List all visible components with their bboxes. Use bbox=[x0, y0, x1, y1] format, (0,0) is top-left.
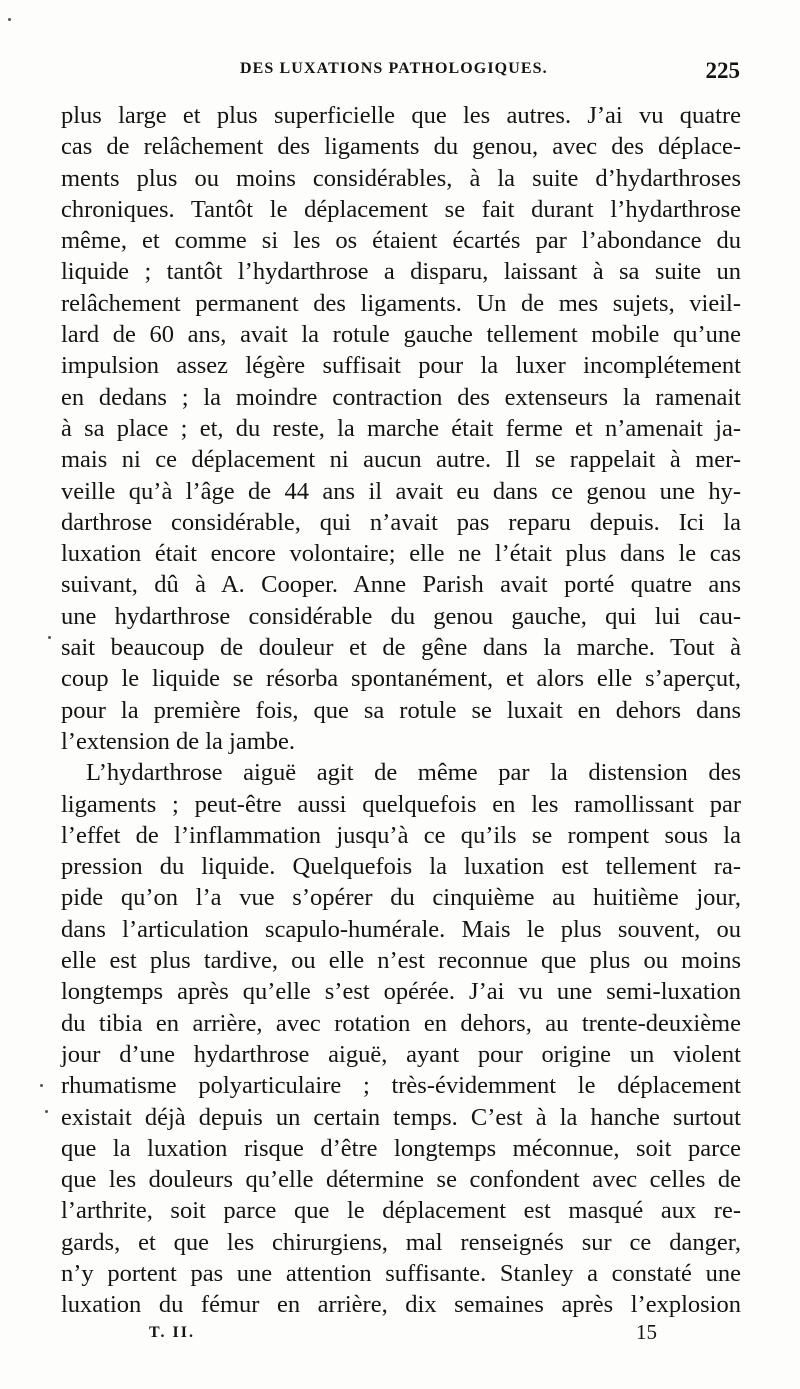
text-line: existait déjà depuis un certain temps. C’est à la hanche surtout bbox=[61, 1103, 741, 1131]
text-line: dans l’articulation scapulo-humérale. Mais le plus souvent, ou bbox=[61, 915, 741, 943]
page-number: 225 bbox=[705, 58, 740, 83]
text-line: que la luxation risque d’être longtemps méconnue, soit parce bbox=[61, 1134, 741, 1162]
paper-speck bbox=[48, 636, 51, 639]
text-line: rhumatisme polyarticulaire ; très-évidemment le déplacement bbox=[61, 1072, 741, 1100]
text-line: ments plus ou moins considérables, à la suite d’hydarthroses bbox=[61, 164, 741, 192]
paragraph-last-line: l’extension de la jambe. bbox=[61, 727, 296, 755]
text-line: luxation du fémur en arrière, dix semaines après l’explosion bbox=[61, 1291, 741, 1319]
running-title: DES LUXATIONS PATHOLOGIQUES. bbox=[240, 60, 548, 77]
paper-speck bbox=[8, 18, 11, 21]
sheet-signature: 15 bbox=[636, 1320, 657, 1344]
text-line: ligaments ; peut-être aussi quelquefois en les ramollissant par bbox=[61, 790, 741, 818]
text-line: suivant, dû à A. Cooper. Anne Parish avait porté quatre ans bbox=[61, 571, 741, 599]
text-line: pide qu’on l’a vue s’opérer du cinquième au huitième jour, bbox=[61, 884, 741, 912]
text-line: à sa place ; et, du reste, la marche était ferme et n’amenait ja- bbox=[61, 414, 741, 442]
text-line: que les douleurs qu’elle détermine se confondent avec celles de bbox=[61, 1166, 741, 1194]
text-line: n’y portent pas une attention suffisante. Stanley a constaté une bbox=[61, 1259, 741, 1287]
text-line: gards, et que les chirurgiens, mal renseignés sur ce danger, bbox=[61, 1228, 741, 1256]
text-line: luxation était encore volontaire; elle ne l’était plus dans le cas bbox=[61, 540, 741, 568]
text-line: coup le liquide se résorba spontanément, et alors elle s’aperçut, bbox=[61, 665, 741, 693]
text-line: l’arthrite, soit parce que le déplacement est masqué aux re- bbox=[61, 1197, 741, 1225]
text-line: lard de 60 ans, avait la rotule gauche tellement mobile qu’une bbox=[61, 321, 741, 349]
paragraph-first-line: L’hydarthrose aiguë agit de même par la distension des bbox=[86, 759, 741, 787]
text-line: l’effet de l’inflammation jusqu’à ce qu’ils se rompent sous la bbox=[61, 821, 741, 849]
text-line: jour d’une hydarthrose aiguë, ayant pour origine un violent bbox=[61, 1040, 741, 1068]
text-line: cas de relâchement des ligaments du genou, avec des déplace- bbox=[61, 133, 741, 161]
text-line: chroniques. Tantôt le déplacement se fait durant l’hydarthrose bbox=[61, 195, 741, 223]
text-line: du tibia en arrière, avec rotation en dehors, au trente-deuxième bbox=[61, 1009, 741, 1037]
text-line: en dedans ; la moindre contraction des extenseurs la ramenait bbox=[61, 383, 741, 411]
text-line: impulsion assez légère suffisait pour la luxer incomplétement bbox=[61, 352, 741, 380]
volume-signature: T. II. bbox=[149, 1324, 195, 1341]
paper-speck bbox=[45, 1110, 48, 1113]
text-line: elle est plus tardive, ou elle n’est reconnue que plus ou moins bbox=[61, 947, 741, 975]
text-line: longtemps après qu’elle s’est opérée. J’ai vu une semi-luxation bbox=[61, 978, 741, 1006]
text-line: sait beaucoup de douleur et de gêne dans la marche. Tout à bbox=[61, 634, 741, 662]
body-text bbox=[61, 100, 741, 1321]
running-head bbox=[0, 58, 800, 88]
text-line: plus large et plus superficielle que les autres. J’ai vu quatre bbox=[61, 102, 741, 129]
text-line: une hydarthrose considérable du genou gauche, qui lui cau- bbox=[61, 602, 741, 630]
text-line: liquide ; tantôt l’hydarthrose a disparu, laissant à sa suite un bbox=[61, 258, 741, 286]
text-line: pression du liquide. Quelquefois la luxation est tellement ra- bbox=[61, 853, 741, 881]
text-line: darthrose considérable, qui n’avait pas reparu depuis. Ici la bbox=[61, 508, 741, 536]
text-line: mais ni ce déplacement ni aucun autre. Il se rappelait à mer- bbox=[61, 446, 741, 474]
text-line: veille qu’à l’âge de 44 ans il avait eu dans ce genou une hy- bbox=[61, 477, 741, 505]
text-line: même, et comme si les os étaient écartés par l’abondance du bbox=[61, 227, 741, 255]
text-line: relâchement permanent des ligaments. Un de mes sujets, vieil- bbox=[61, 289, 741, 317]
text-line: pour la première fois, que sa rotule se luxait en dehors dans bbox=[61, 696, 741, 724]
page-footer bbox=[0, 1320, 800, 1348]
paper-speck bbox=[40, 1084, 43, 1087]
